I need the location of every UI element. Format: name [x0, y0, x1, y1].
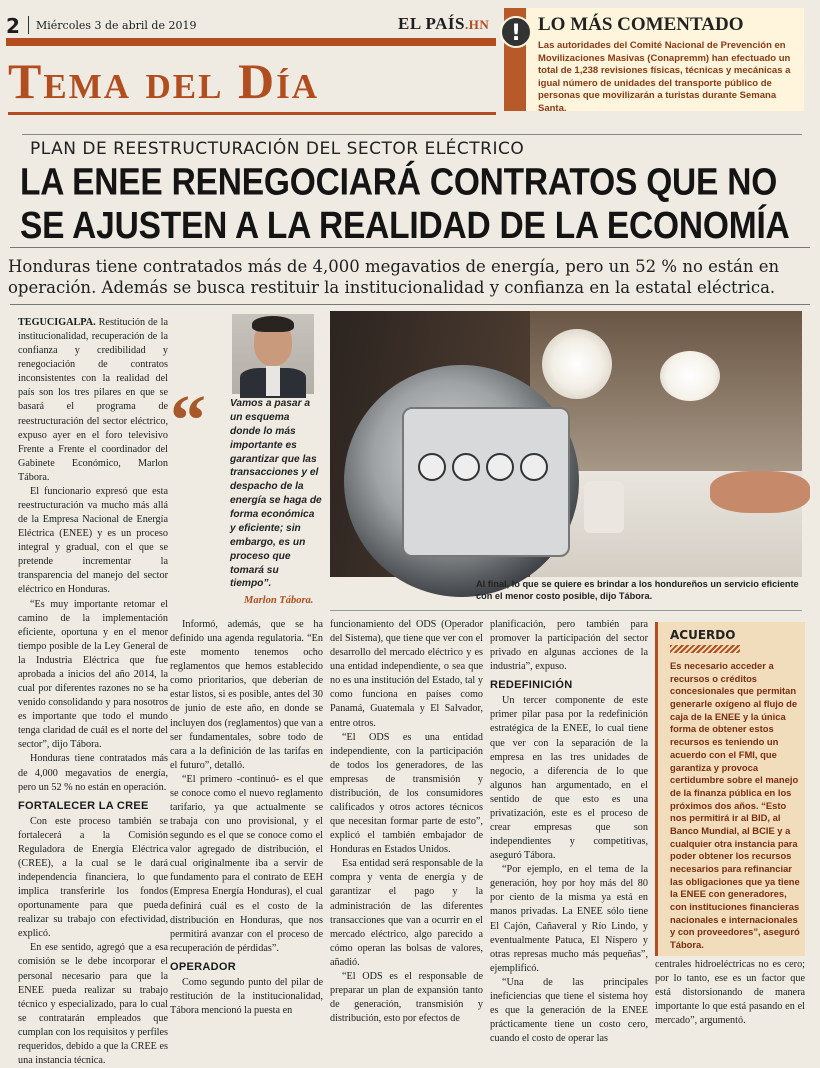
- paragraph-text: Restitución de la institucionalidad, recuperación de la confianza y credibilidad y renegociación de contratos inconsistentes con la realidad del país son los tres pilares en que se basará el programa de reestructuración del sector eléctrico, expuso ayer en el foro televisivo Frente a Frente el coordinador del Gabinete Económico, Marlon Tábora.: [18, 317, 169, 483]
- paragraph: centrales hidroeléctricas no es cero; por lo tanto, ese es un factor que está distorsionando de manera importante lo que está pasando en el mercado”, argumentó.: [655, 959, 805, 1027]
- paragraph: Un tercer componente de este primer pilar pasa por la redefinición estratégica de la ENEE, lo cual tiene que ver con la separación de la empresa en las tres unidades de negocio, a diferencia de lo que algunos han argumentado, en el sentido de que esto es una privatización, este es el proceso de crear empresas que son independientes y competitivas, aseguró Tábora.: [490, 695, 648, 862]
- photo-caption: Al final, lo que se quiere es brindar a los hondureños un servicio eficiente con el menor costo posible, dijo Tábora.: [476, 579, 799, 602]
- paragraph: Como segundo punto del pilar de restitución de la institucionalidad, Tábora mencionó la puesta en: [170, 976, 323, 1017]
- newspaper-brand: [398, 14, 489, 34]
- header-rule: [6, 38, 496, 46]
- dateline: TEGUCIGALPA.: [18, 317, 96, 328]
- subhead-operador: OPERADOR: [170, 960, 236, 973]
- subhead-fortalecer: FORTALECER LA CREE: [18, 799, 149, 812]
- section-title: Tema del Día: [8, 53, 319, 109]
- brand-name: EL PAÍS: [398, 14, 465, 33]
- page-separator: [28, 16, 29, 34]
- paragraph: funcionamiento del ODS (Operador del Sistema), que tiene que ver con el desarrollo del mercado eléctrico y es una entidad independiente, o sea que no es una institución del Estado, tal y como funciona en países como Panamá, Guatemala y El Salvador, entre otros.: [330, 619, 483, 729]
- paragraph: Honduras tiene contratados más de 4,000 megavatios de energía, pero un 52 % no están en operación.: [18, 753, 168, 793]
- acuerdo-hatch: [670, 645, 740, 653]
- issue-date: Miércoles 3 de abril de 2019: [36, 19, 197, 32]
- article-headline: LA ENEE RENEGOCIARÁ CONTRATOS QUE NO SE AJUSTEN A LA REALIDAD DE LA ECONOMÍA: [20, 162, 790, 247]
- exclamation-icon: !: [500, 16, 532, 48]
- paragraph: [18, 316, 168, 485]
- subhead-redefinicion: REDEFINICIÓN: [490, 679, 573, 692]
- paragraph: “El ODS es el responsable de preparar un plan de expansión tanto de generación, transmisión y distribución, esto por efectos de: [330, 970, 483, 1025]
- article-column-2: [170, 618, 323, 1018]
- article-deck: Honduras tiene contratados más de 4,000 megavatios de energía, pero un 52 % no están en operación. Además se busca restituir la institucionalidad y confianza en la estatal eléctrica.: [8, 257, 780, 298]
- headline-top-rule: [22, 134, 802, 135]
- paragraph: “El primero -continuó- es el que se conoce como el nuevo reglamento tarifario, ya que actualmente se trabaja con uno provisional, y el segundo es el que se conoce como el valor agregado de distribución, el cual originalmente iba a servir de fundamento para el contrato de EEH (Empresa Energía Honduras), el cual definirá cuál es el costo de la distribución en Honduras, que nos permitirá avanzar con el proceso de recuperación de pérdidas”.: [170, 773, 323, 954]
- portrait-photo: [232, 314, 314, 394]
- paragraph: El funcionario expresó que esta reestructuración va mucho más allá de la Empresa Nacional de Energía Eléctrica (ENEE) y es un proceso integral y gradual, con el que se pretende incrementar la transparencia del manejo del sector eléctrico en Honduras.: [18, 485, 168, 596]
- page-number: 2: [6, 14, 20, 38]
- section-underline: [8, 112, 496, 115]
- headline-bottom-rule: [10, 247, 810, 248]
- paragraph: “Una de las principales ineficiencias que tiene el sistema hoy es que la generación de la ENEE prácticamente tiene un costo cero, cuando el costo de operar las: [490, 976, 648, 1045]
- article-column-4: [490, 618, 648, 1046]
- paragraph: “Por ejemplo, en el tema de la generación, hoy por hoy más del 80 por ciento de la misma ya está en manos privadas. La ENEE sólo tiene El Cajón, Cañaveral y Río Lindo, y eventualmente Patuca, El Níspero y otras represas mucho más pequeñas”, ejemplificó.: [490, 864, 648, 974]
- article-kicker: PLAN DE REESTRUCTURACIÓN DEL SECTOR ELÉCTRICO: [30, 139, 525, 159]
- electric-meter-photo: [330, 311, 802, 577]
- deck-rule: [10, 304, 810, 305]
- paragraph: planificación, pero también para promover la participación del sector privado en algunas acciones de la industria”, expuso.: [490, 619, 648, 673]
- mas-comentado-title: LO MÁS COMENTADO: [538, 14, 744, 35]
- article-column-3: [330, 618, 483, 1026]
- quote-author: Marlon Tábora.: [244, 595, 314, 606]
- paragraph: “Es muy importante retomar el camino de la implementación eficiente, oportuna y en el menor tiempo posible de la Ley General de la Industria Eléctrica que fue aprobada a inicios del año 2014, la cual por diferentes razones no se ha venido consolidando y para nosotros es importante que todo el mundo tenga claridad de cuál es el norte del sector”, dijo Tábora.: [18, 598, 168, 751]
- acuerdo-title: ACUERDO: [670, 628, 736, 642]
- caption-rule: [330, 610, 802, 611]
- acuerdo-text: Es necesario acceder a recursos o créditos concesionales que permitan generarle oxígeno al flujo de caja de la ENEE y la única forma de obtener estos recursos es teniendo un acuerdo con el FMI, que garantiza y provoca certidumbre sobre el manejo de la finanza pública en los próximos dos años. “Esto nos permitirá ir al BID, al Banco Mundial, al BCIE y a cualquier otra instancia para poder obtener los recursos necesarios para refinanciar las obligaciones que ya tiene la ENEE con generadores, con instituciones financieras nacionales e internacionales y con proveedores”, aseguró Tábora.: [670, 660, 800, 951]
- article-column-5: [655, 958, 805, 1028]
- paragraph: Con este proceso también se fortalecerá a la Comisión Reguladora de Energía Eléctrica (CREE), a la cual se le dará independencia financiera, lo que implica transferirle los fondos oportunamente para que pueda realizar su trabajo con efectividad, explicó.: [18, 815, 168, 940]
- paragraph: En ese sentido, agregó que a esa comisión se le debe incorporar el personal necesario para que la ENEE pueda realizar su trabajo técnico y especializado, para lo cual se contratarán empleados que cumplan con los requisitos y perfiles requeridos, debido a que la CREE es una instancia técnica.: [18, 942, 168, 1066]
- paragraph: “El ODS es una entidad independiente, con la participación de todos los generadores, de las empresas de transmisión y distribución, de los consumidores calificados y otros actores técnicos que necesitan formar parte de esto”, explicó el también embajador de Honduras en Estados Unidos.: [330, 731, 483, 856]
- paragraph: Informó, además, que se ha definido una agenda regulatoria. “En este momento tenemos ocho reglamentos que hemos establecido como prioritarios, que deberían de estar listos, si es posible, antes del 30 de junio de este año, en donde se incluyen dos (reglamentos) que van a ser fundamentales, sobre todo de cara a la definición de las tarifas en el futuro”, detalló.: [170, 619, 323, 771]
- article-column-1: [18, 316, 168, 1068]
- acuerdo-bar: [655, 622, 658, 956]
- paragraph: Esa entidad será responsable de la compra y venta de energía y de garantizar el pago y la administración de las diferentes transacciones que van a ocurrir en el mercado eléctrico, algo parecido a cómo operan las bolsas de valores, añadió.: [330, 858, 483, 968]
- quote-mark-icon: “: [170, 380, 206, 460]
- brand-suffix: .HN: [464, 17, 490, 32]
- pull-quote: Vamos a pasar a un esquema donde lo más importante es garantizar que las transacciones y el despacho de la energía se haga de forma económica y eficiente; sin embargo, es un proceso que tomará su tiempo”.: [230, 398, 322, 590]
- mas-comentado-text: Las autoridades del Comité Nacional de Prevención en Movilizaciones Masivas (Conapremm) han efectuado un total de 1,238 revisiones físicas, técnicas y mecánicas a igual número de unidades del transporte público de personas que movilizarán a turistas durante Semana Santa.: [538, 40, 791, 114]
